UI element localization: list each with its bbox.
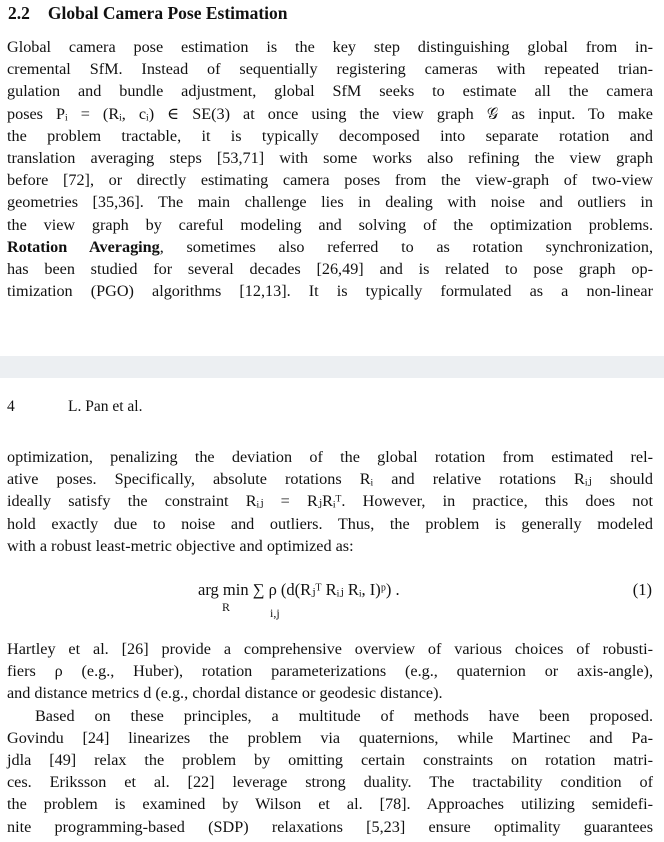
text-line: Based on these principles, a multitude of methods have been proposed. [35, 706, 653, 725]
text-line: cremental SfM. Instead of sequentially registering cameras with repeated trian- [7, 60, 653, 79]
text-line: poses Pᵢ = (Rᵢ, cᵢ) ∈ SE(3) at once using the view graph 𝒢 as input. To make [7, 104, 653, 123]
paragraph-optimization [7, 446, 653, 557]
text-line: ces. Eriksson et al. [22] leverage strong duality. The tractability condition of [7, 773, 653, 792]
text-line: optimization, penalizing the deviation of the global rotation from estimated rel- [7, 448, 653, 466]
text-line: ideally satisfy the constraint Rᵢⱼ = RⱼRᵢᵀ. However, in practice, this does not [7, 492, 653, 511]
equation-1 [0, 578, 664, 622]
text-line: Hartley et al. [26] provide a comprehensive overview of various choices of robusti- [7, 640, 653, 658]
text-line: fiers ρ (e.g., Huber), rotation parameterizations (e.g., quaternion or axis-angle), [7, 662, 653, 681]
text-line: the problem is examined by Wilson et al. [78]. Approaches utilizing semidefi- [7, 795, 653, 814]
text-line: Govindu [24] linearizes the problem via quaternions, while Martinec and Pa- [7, 728, 653, 747]
text-line: has been studied for several decades [26,49] and is related to pose graph op- [7, 260, 653, 279]
rotation-averaging-heading: Rotation Averaging [7, 237, 160, 256]
page-number: 4 [7, 398, 15, 415]
text-line: the problem tractable, it is typically decomposed into separate rotation and [7, 126, 653, 145]
text-line: and distance metrics d (e.g., chordal distance or geodesic distance). [7, 684, 443, 703]
text-line: gulation and bundle adjustment, global SfM seeks to estimate all the camera [7, 82, 653, 101]
equation-body: arg min ∑ ρ (d(Rⱼᵀ Rᵢⱼ Rᵢ, I)ᵖ) . [198, 580, 400, 599]
rot-avg-line [7, 236, 653, 258]
running-head-authors: L. Pan et al. [68, 398, 143, 415]
text-line: with a robust least-metric objective and optimized as: [7, 536, 354, 555]
text-line: before [72], or directly estimating camera poses from the view-graph of two-view [7, 171, 653, 190]
text-line: Global camera pose estimation is the key step distinguishing global from in- [7, 38, 653, 56]
equation-sum-subscript: i,j [270, 606, 280, 620]
text-line: nite programming-based (SDP) relaxations [5,23] ensure optimality guarantees [7, 817, 653, 836]
equation-number: (1) [632, 580, 652, 599]
section-heading [8, 3, 288, 24]
paragraph-intro [7, 36, 653, 302]
page-gap [0, 356, 664, 378]
text-fragment: , sometimes also referred to as rotation synchronization, [159, 237, 654, 256]
section-number: 2.2 [8, 3, 30, 23]
paragraph-methods [7, 638, 653, 838]
text-line: timization (PGO) algorithms [12,13]. It is typically formulated as a non-linear [7, 282, 653, 301]
equation-argmin-subscript: R [222, 600, 231, 614]
page-upper [0, 0, 664, 356]
text-line: geometries [35,36]. The main challenge lies in dealing with noise and outliers in [7, 193, 653, 212]
page-lower [0, 378, 664, 842]
text-line: hold exactly due to noise and outliers. Thus, the problem is generally modeled [7, 514, 653, 533]
section-title: Global Camera Pose Estimation [47, 3, 288, 23]
text-line: the view graph by careful modeling and solving of the optimization problems. [7, 215, 653, 234]
text-line: translation averaging steps [53,71] with some works also refining the view graph [7, 149, 653, 168]
text-line: ative poses. Specifically, absolute rotations Rᵢ and relative rotations Rᵢⱼ should [7, 470, 653, 489]
text-line: jdla [49] relax the problem by omitting certain constraints on rotation matri- [7, 751, 653, 770]
